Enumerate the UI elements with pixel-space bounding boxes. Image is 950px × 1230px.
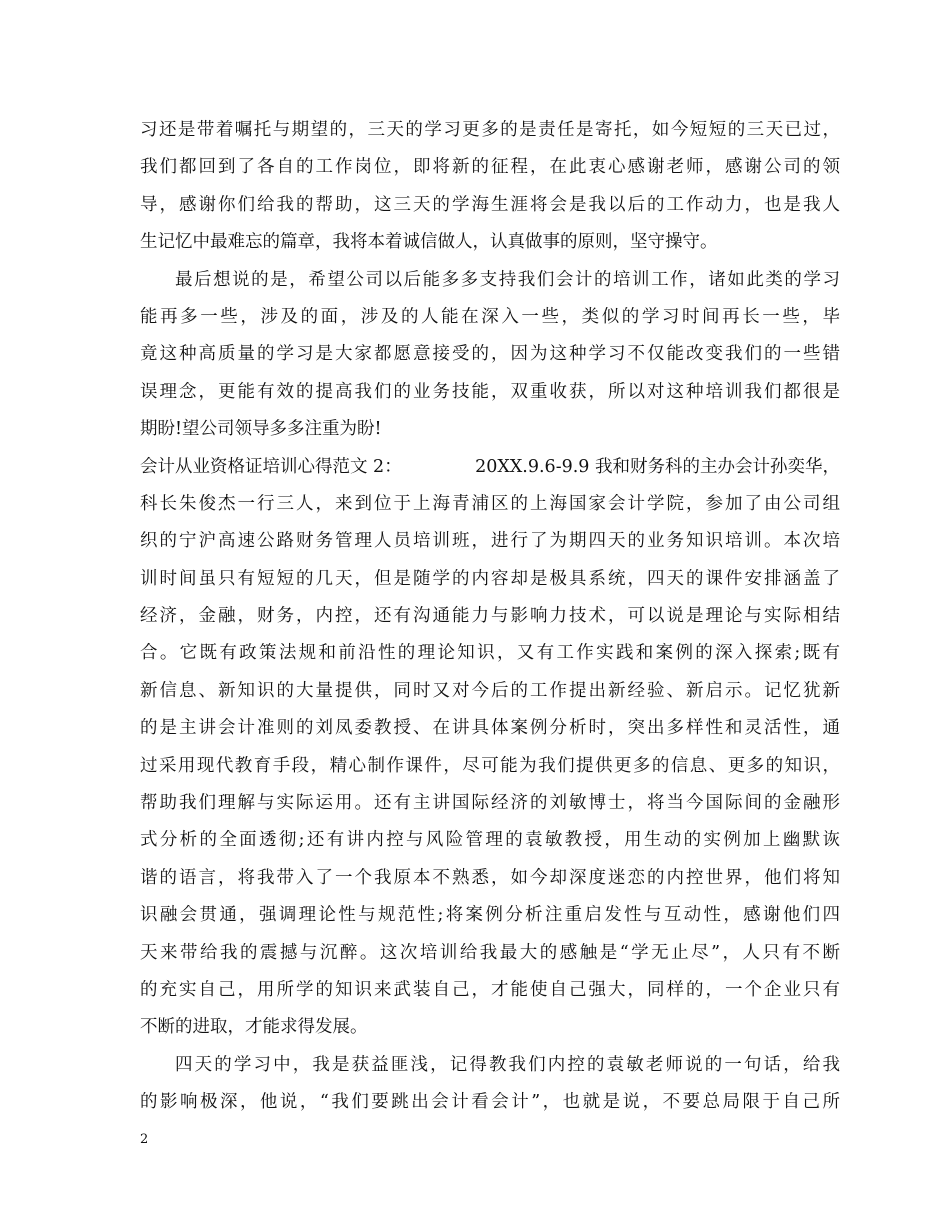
paragraph-line: 合。它既有政策法规和前沿性的理论知识，又有工作实践和案例的深入探索;既有: [140, 643, 840, 664]
paragraph-line: 的影响极深，他说，“我们要跳出会计看会计”，也就是说，不要总局限于自己所: [140, 1092, 840, 1113]
paragraph-line: 经济，金融，财务，内控，还有沟通能力与影响力技术，可以说是理论与实际相结: [140, 606, 840, 627]
paragraph-line: 科长朱俊杰一行三人，来到位于上海青浦区的上海国家会计学院，参加了由公司组: [140, 493, 840, 514]
paragraph-line: 谐的语言，将我带入了一个我原本不熟悉，如今却深度迷恋的内控世界，他们将知: [140, 867, 840, 888]
paragraph-line: 误理念，更能有效的提高我们的业务技能，双重收获，所以对这种培训我们都很是: [140, 381, 840, 402]
paragraph-line: 我们都回到了各自的工作岗位，即将新的征程，在此衷心感谢老师，感谢公司的领: [140, 157, 840, 178]
paragraph-line: 织的宁沪高速公路财务管理人员培训班，进行了为期四天的业务知识培训。本次培: [140, 531, 840, 552]
paragraph-line: 天来带给我的震撼与沉醉。这次培训给我最大的感触是“学无止尽”，人只有不断: [140, 942, 840, 963]
paragraph-line: 最后想说的是，希望公司以后能多多支持我们会计的培训工作，诸如此类的学习: [175, 269, 840, 290]
paragraph-line: 生记忆中最难忘的篇章，我将本着诚信做人，认真做事的原则，坚守操守。: [140, 232, 718, 253]
paragraph-line: 导，感谢你们给我的帮助，这三天的学海生涯将会是我以后的工作动力，也是我人: [140, 194, 840, 215]
body-text: [140, 112, 840, 1122]
paragraph-line: 能再多一些，涉及的面，涉及的人能在深入一些，类似的学习时间再长一些，毕: [140, 306, 840, 327]
paragraph-line: 期盼!望公司领导多多注重为盼!: [140, 419, 382, 440]
section-title: 会计从业资格证培训心得范文 2：: [140, 456, 402, 477]
section-date-text: 20XX.9.6-9.9 我和财务科的主办会计孙奕华，: [475, 456, 840, 477]
paragraph-line: 的是主讲会计准则的刘凤委教授、在讲具体案例分析时，突出多样性和灵活性，通: [140, 718, 840, 739]
page-number: 2: [140, 1132, 149, 1147]
paragraph-line: 习还是带着嘱托与期望的，三天的学习更多的是责任是寄托，如今短短的三天已过，: [140, 120, 840, 140]
paragraph-line: 新信息、新知识的大量提供，同时又对今后的工作提出新经验、新启示。记忆犹新: [140, 680, 840, 701]
section-heading: [140, 449, 840, 486]
paragraph-line: 式分析的全面透彻;还有讲内控与风险管理的袁敏教授，用生动的实例加上幽默诙: [140, 830, 840, 851]
paragraph-line: 过采用现代教育手段，精心制作课件，尽可能为我们提供更多的信息、更多的知识，: [140, 755, 840, 776]
paragraph-line: 竟这种高质量的学习是大家都愿意接受的，因为这种学习不仅能改变我们的一些错: [140, 344, 840, 365]
paragraph-line: 不断的进取，才能求得发展。: [140, 1017, 368, 1038]
paragraph-line: 的充实自己，用所学的知识来武装自己，才能使自己强大，同样的，一个企业只有: [140, 979, 840, 1000]
paragraph-line: 四天的学习中，我是获益匪浅，记得教我们内控的袁敏老师说的一句话，给我: [175, 1054, 840, 1075]
paragraph-line: 训时间虽只有短短的几天，但是随学的内容却是极具系统，四天的课件安排涵盖了: [140, 568, 840, 589]
paragraph-line: 帮助我们理解与实际运用。还有主讲国际经济的刘敏博士，将当今国际间的金融形: [140, 793, 840, 814]
paragraph-line: 识融会贯通，强调理论性与规范性;将案例分析注重启发性与互动性，感谢他们四: [140, 905, 840, 926]
